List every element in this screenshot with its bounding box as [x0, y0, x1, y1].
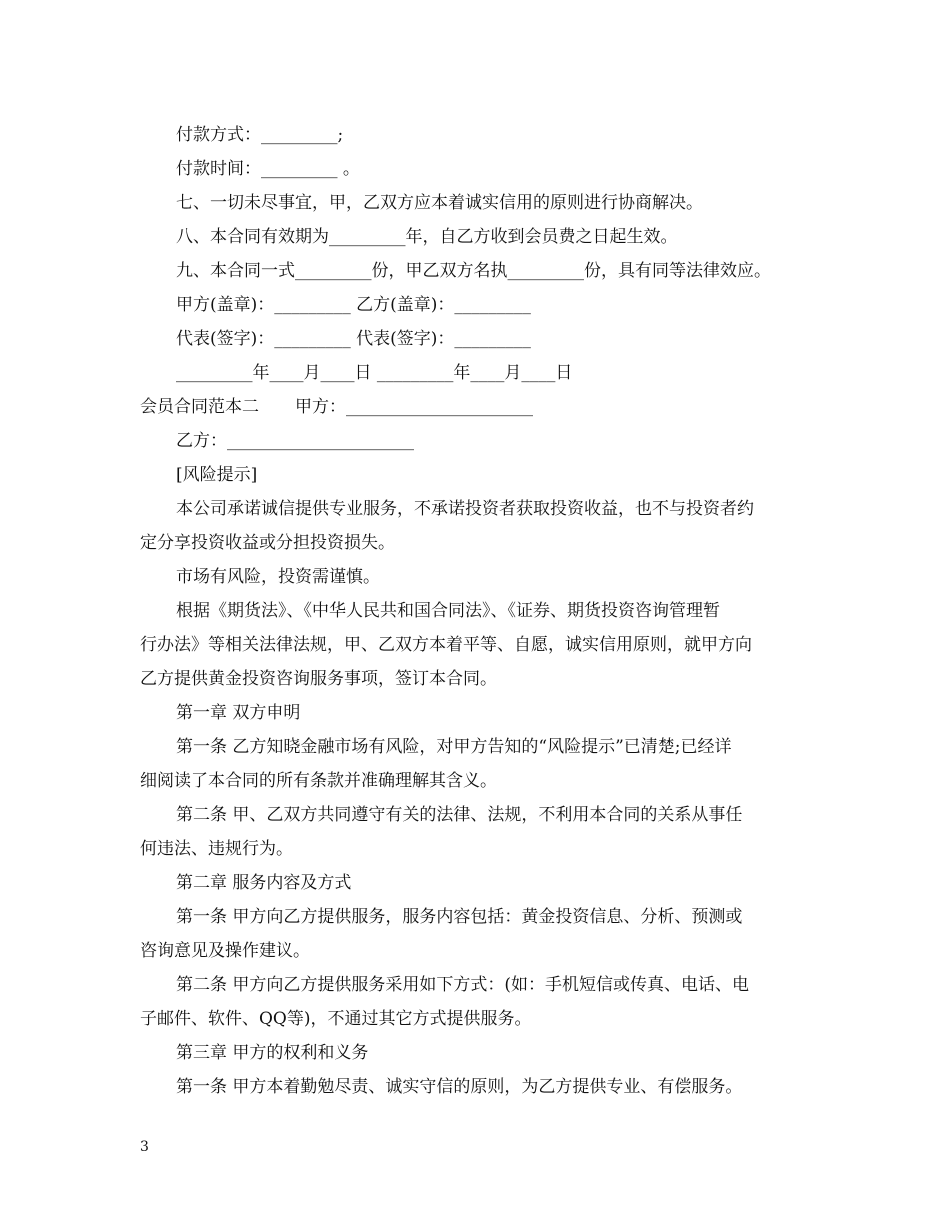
clause-seven: 七、一切未尽事宜，甲，乙双方应本着诚实信用的原则进行协商解决。 [176, 193, 703, 213]
party-a-line: 甲方：______________________ [295, 397, 533, 417]
chapter-two-article-one-line-2: 咨询意见及操作建议。 [140, 941, 310, 961]
date-line: _________年____月____日 _________年____月____日 [176, 363, 573, 383]
representative-signature-line: 代表(签字)：_________ 代表(签字)：_________ [176, 329, 531, 349]
document-body [140, 118, 812, 1104]
payment-method-line: 付款方式：_________; [176, 125, 344, 145]
chapter-two-article-two-line-2: 子邮件、软件、QQ等)，不通过其它方式提供服务。 [140, 1009, 532, 1029]
party-b-line: 乙方：______________________ [176, 431, 414, 451]
chapter-one-article-two-line-1: 第二条 甲、乙双方共同遵守有关的法律、法规，不利用本合同的关系从事任 [176, 805, 743, 825]
party-seal-line: 甲方(盖章)：_________ 乙方(盖章)：_________ [176, 295, 531, 315]
legal-basis-line-1: 根据《期货法》、《中华人民共和国合同法》、《证券、期货投资咨询管理暂 [176, 601, 720, 621]
page-number: 3 [140, 1139, 149, 1155]
payment-time-line: 付款时间：_________ 。 [176, 159, 360, 179]
market-risk-line: 市场有风险，投资需谨慎。 [176, 567, 380, 587]
risk-notice-heading: [风险提示] [176, 465, 258, 485]
chapter-one-heading: 第一章 双方申明 [176, 703, 301, 723]
chapter-two-heading: 第二章 服务内容及方式 [176, 873, 352, 893]
legal-basis-line-2: 行办法》等相关法律法规，甲、乙双方本着平等、自愿，诚实信用原则，就甲方向 [140, 635, 752, 655]
legal-basis-line-3: 乙方提供黄金投资咨询服务事项，签订本合同。 [140, 669, 497, 689]
clause-nine: 九、本合同一式_________份，甲乙双方名执_________份，具有同等法律效应。 [176, 261, 771, 281]
chapter-two-article-two-line-1: 第二条 甲方向乙方提供服务采用如下方式：(如：手机短信或传真、电话、电 [176, 975, 750, 995]
template-two-title: 会员合同范本二 [140, 397, 259, 417]
clause-eight: 八、本合同有效期为_________年，自乙方收到会员费之日起生效。 [176, 227, 678, 247]
chapter-one-article-one-line-2: 细阅读了本合同的所有条款并准确理解其含义。 [140, 771, 497, 791]
chapter-three-heading: 第三章 甲方的权利和义务 [176, 1043, 369, 1063]
chapter-one-article-one-line-1: 第一条 乙方知晓金融市场有风险，对甲方告知的“风险提示”已清楚;已经详 [176, 737, 732, 757]
risk-notice-paragraph-line-2: 定分享投资收益或分担投资损失。 [140, 533, 395, 553]
chapter-one-article-two-line-2: 何违法、违规行为。 [140, 839, 293, 859]
template-two-heading-line [140, 390, 812, 424]
chapter-two-article-one-line-1: 第一条 甲方向乙方提供服务，服务内容包括：黄金投资信息、分析、预测或 [176, 907, 743, 927]
chapter-three-article-one-line-1: 第一条 甲方本着勤勉尽责、诚实守信的原则，为乙方提供专业、有偿服务。 [176, 1077, 743, 1097]
risk-notice-paragraph-line-1: 本公司承诺诚信提供专业服务，不承诺投资者获取投资收益，也不与投资者约 [176, 499, 754, 519]
